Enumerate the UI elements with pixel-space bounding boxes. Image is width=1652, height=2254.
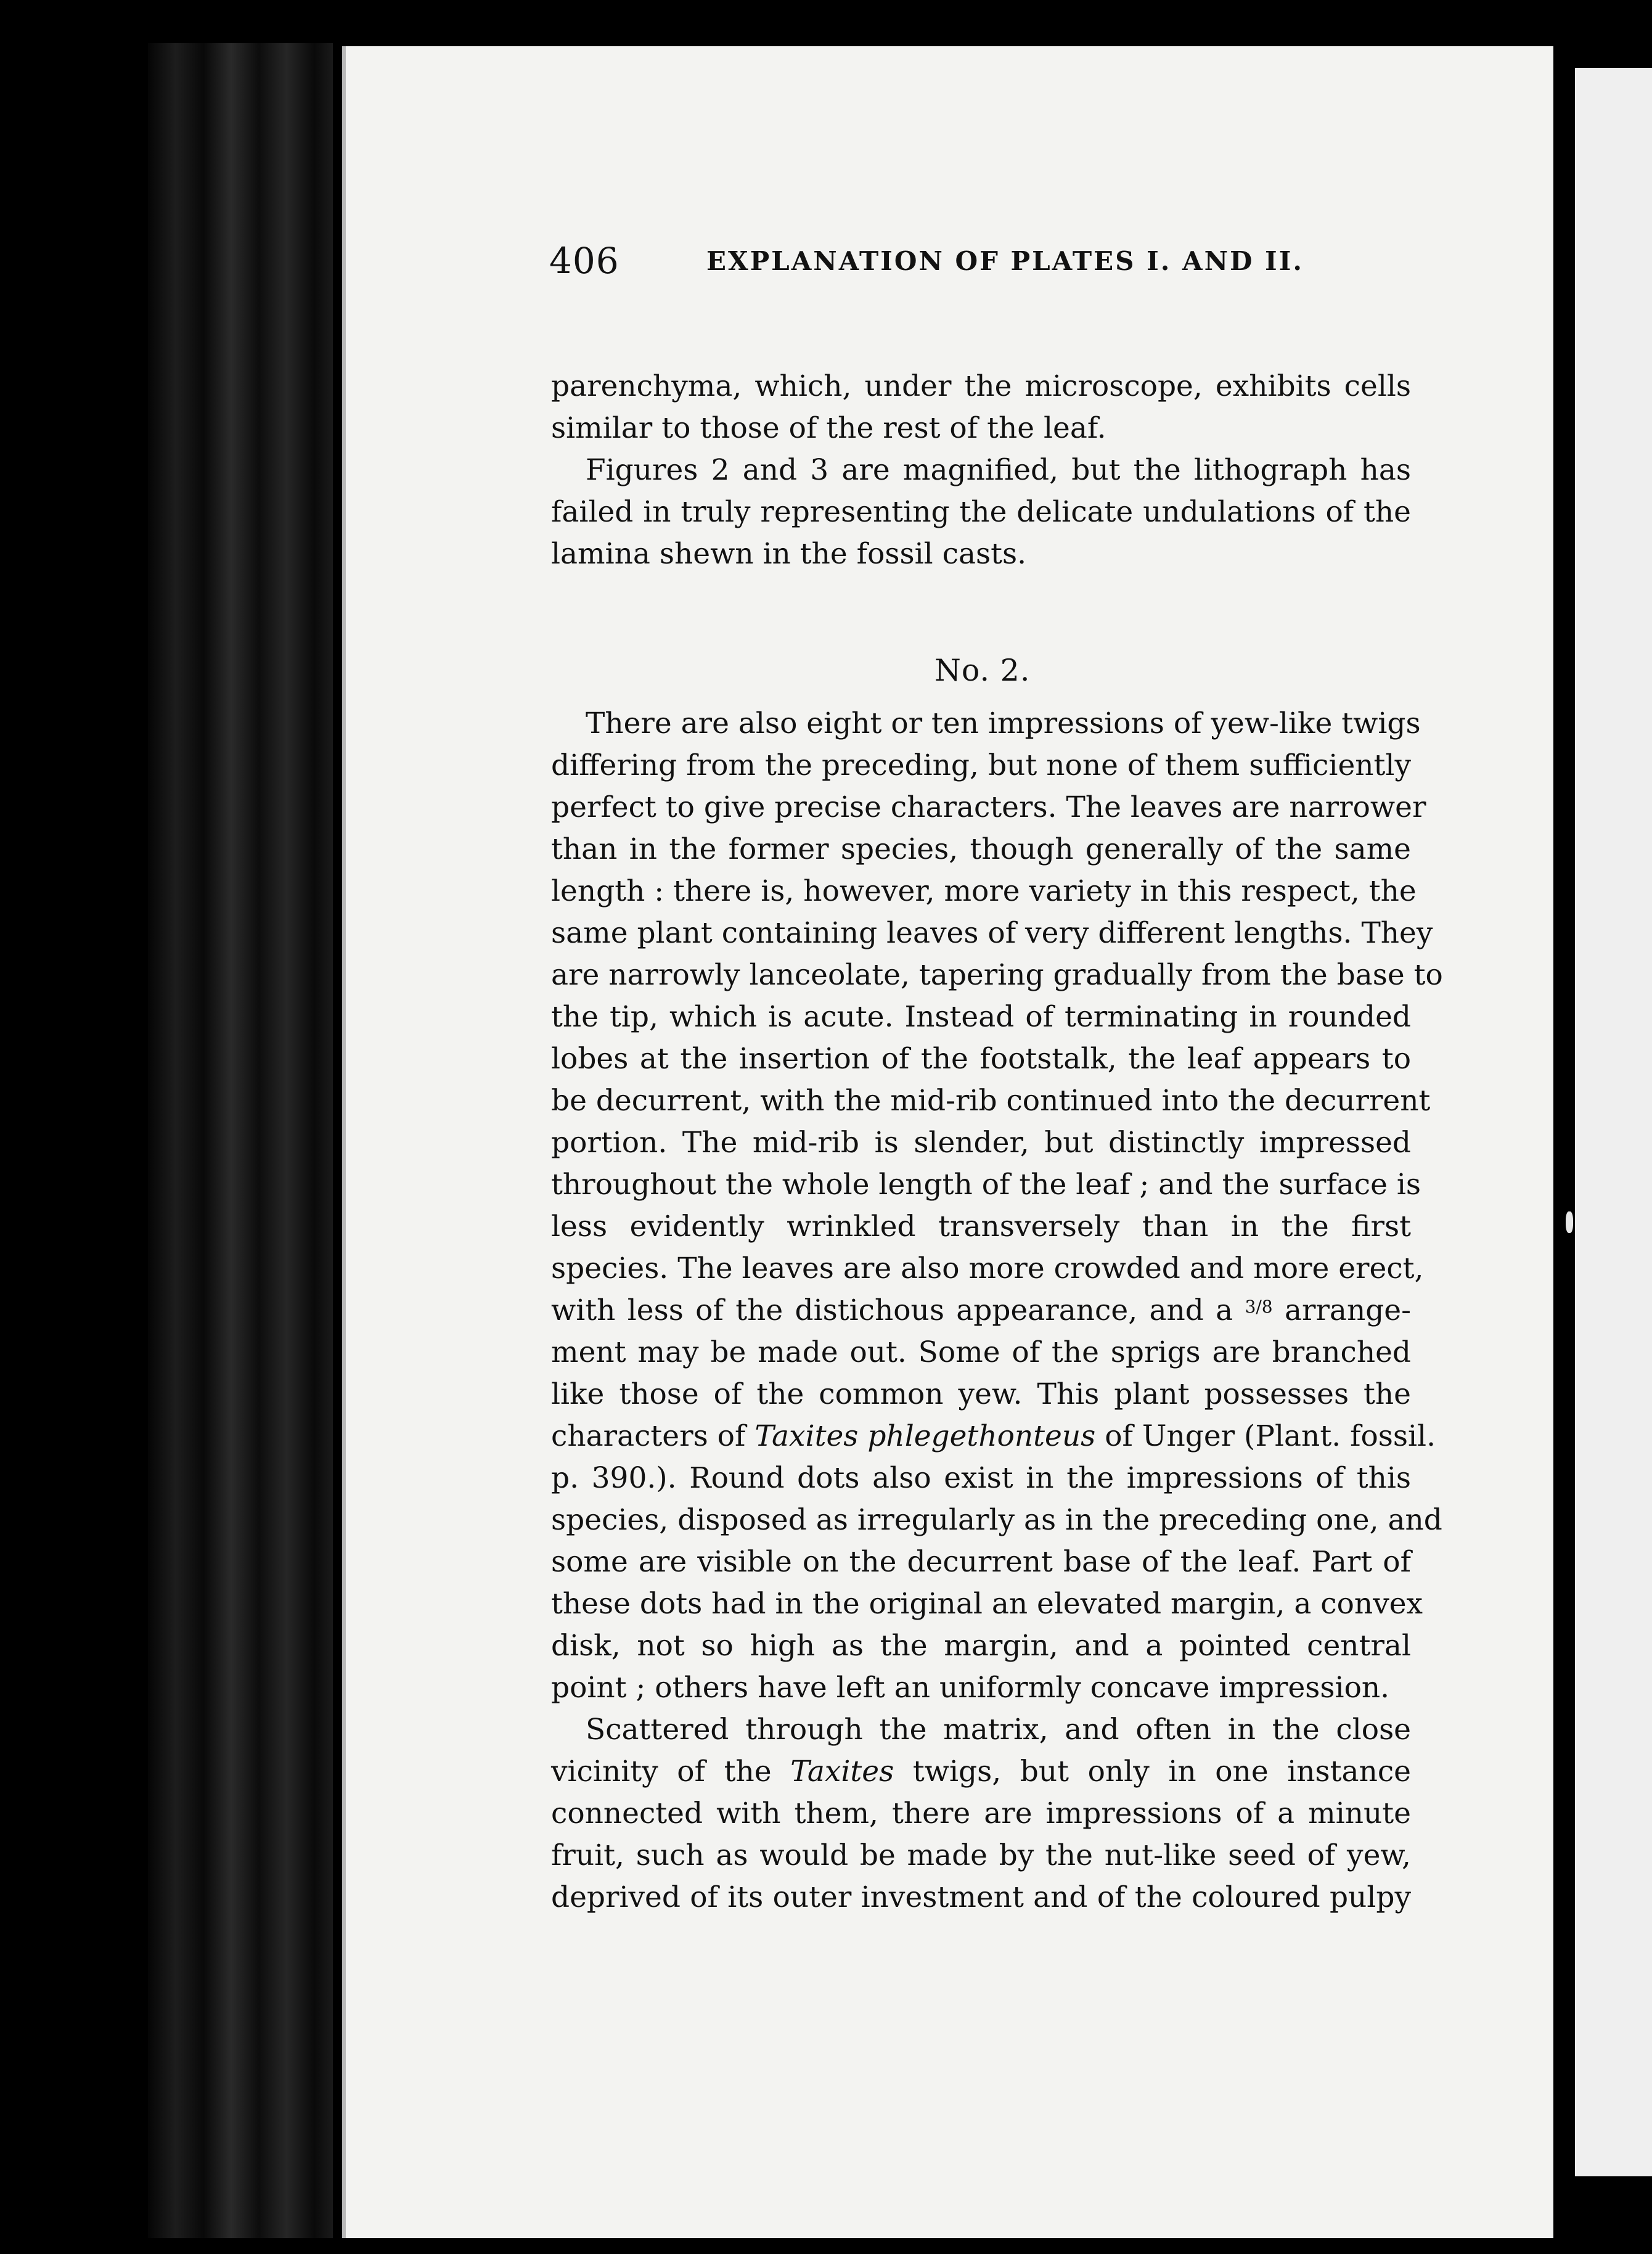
paragraph-line: fruit, such as would be made by the nut-like seed of yew, bbox=[551, 1838, 1411, 1872]
paragraph-line: lamina shewn in the fossil casts. bbox=[551, 537, 1027, 571]
paragraph-line: species. The leaves are also more crowded and more erect, bbox=[551, 1252, 1424, 1285]
text-fragment: characters of bbox=[551, 1419, 746, 1453]
running-head-title: EXPLANATION OF PLATES I. AND II. bbox=[706, 246, 1304, 276]
paragraph-line: species, disposed as irregularly as in the preceding one, and bbox=[551, 1503, 1442, 1537]
page-number: 406 bbox=[549, 240, 620, 282]
paragraph-line: parenchyma, which, under the microscope, exhibits cells bbox=[551, 369, 1411, 403]
paragraph-line bbox=[551, 1751, 1411, 1793]
text-fragment: arrange- bbox=[1284, 1293, 1411, 1327]
paragraph-line: disk, not so high as the margin, and a pointed central bbox=[551, 1629, 1411, 1663]
paragraph-line: throughout the whole length of the leaf ; and the surface is bbox=[551, 1168, 1421, 1202]
text-fragment: with less of the distichous appearance, and a bbox=[551, 1293, 1233, 1327]
paragraph-line: less evidently wrinkled transversely than in the first bbox=[551, 1210, 1411, 1244]
paragraph-line: the tip, which is acute. Instead of terminating in rounded bbox=[551, 1000, 1411, 1034]
fraction: 3/8 bbox=[1245, 1297, 1273, 1317]
paragraph-line: There are also eight or ten impressions of yew-like twigs bbox=[586, 707, 1421, 740]
paragraph-line: connected with them, there are impressions of a minute bbox=[551, 1797, 1411, 1830]
paragraph-line: same plant containing leaves of very different lengths. They bbox=[551, 916, 1433, 950]
paragraph-line: than in the former species, though generally of the same bbox=[551, 832, 1411, 866]
running-head bbox=[549, 236, 1511, 285]
adjacent-page-edge bbox=[1575, 68, 1652, 2176]
species-name: Taxites phlegethonteus bbox=[754, 1419, 1096, 1453]
book-page bbox=[342, 46, 1553, 2238]
text-fragment: vicinity of the bbox=[551, 1755, 772, 1789]
paragraph-line bbox=[551, 1290, 1411, 1332]
paragraph-line: be decurrent, with the mid-rib continued into the decurrent bbox=[551, 1084, 1431, 1118]
paragraph-line: deprived of its outer investment and of the coloured pulpy bbox=[551, 1880, 1411, 1914]
genus-name: Taxites bbox=[790, 1755, 894, 1789]
page-mark bbox=[1566, 1211, 1573, 1233]
paragraph-line: like those of the common yew. This plant possesses the bbox=[551, 1377, 1411, 1411]
paragraph-line: are narrowly lanceolate, tapering gradually from the base to bbox=[551, 958, 1443, 992]
paragraph-line: perfect to give precise characters. The leaves are narrower bbox=[551, 790, 1426, 824]
paragraph-line: point ; others have left an uniformly concave impression. bbox=[551, 1671, 1390, 1705]
paragraph-line: ment may be made out. Some of the sprigs are branched bbox=[551, 1335, 1411, 1369]
paragraph-line: portion. The mid-rib is slender, but distinctly impressed bbox=[551, 1126, 1411, 1160]
text-fragment: of Unger (Plant. fossil. bbox=[1105, 1419, 1436, 1453]
paragraph-line: Scattered through the matrix, and often in the close bbox=[586, 1713, 1411, 1747]
paragraph-1 bbox=[551, 366, 1652, 575]
paragraph-line: differing from the preceding, but none of them sufficiently bbox=[551, 748, 1411, 782]
text-fragment: twigs, but only in one instance bbox=[912, 1755, 1411, 1789]
paragraph-line: lobes at the insertion of the footstalk, the leaf appears to bbox=[551, 1042, 1411, 1076]
paragraph-line: length : there is, however, more variety in this respect, the bbox=[551, 874, 1417, 908]
paragraph-line: these dots had in the original an elevated margin, a convex bbox=[551, 1587, 1423, 1621]
paragraph-2 bbox=[551, 703, 1652, 1919]
paragraph-line: Figures 2 and 3 are magnified, but the lithograph has bbox=[586, 453, 1411, 487]
paragraph-line bbox=[551, 1416, 1436, 1457]
paragraph-line: some are visible on the decurrent base of the leaf. Part of bbox=[551, 1545, 1411, 1579]
section-heading: No. 2. bbox=[934, 653, 1031, 688]
paragraph-line: similar to those of the rest of the leaf. bbox=[551, 411, 1106, 445]
book-binding bbox=[148, 43, 333, 2238]
paragraph-line: p. 390.). Round dots also exist in the impressions of this bbox=[551, 1461, 1411, 1495]
paragraph-line: failed in truly representing the delicate undulations of the bbox=[551, 495, 1411, 529]
